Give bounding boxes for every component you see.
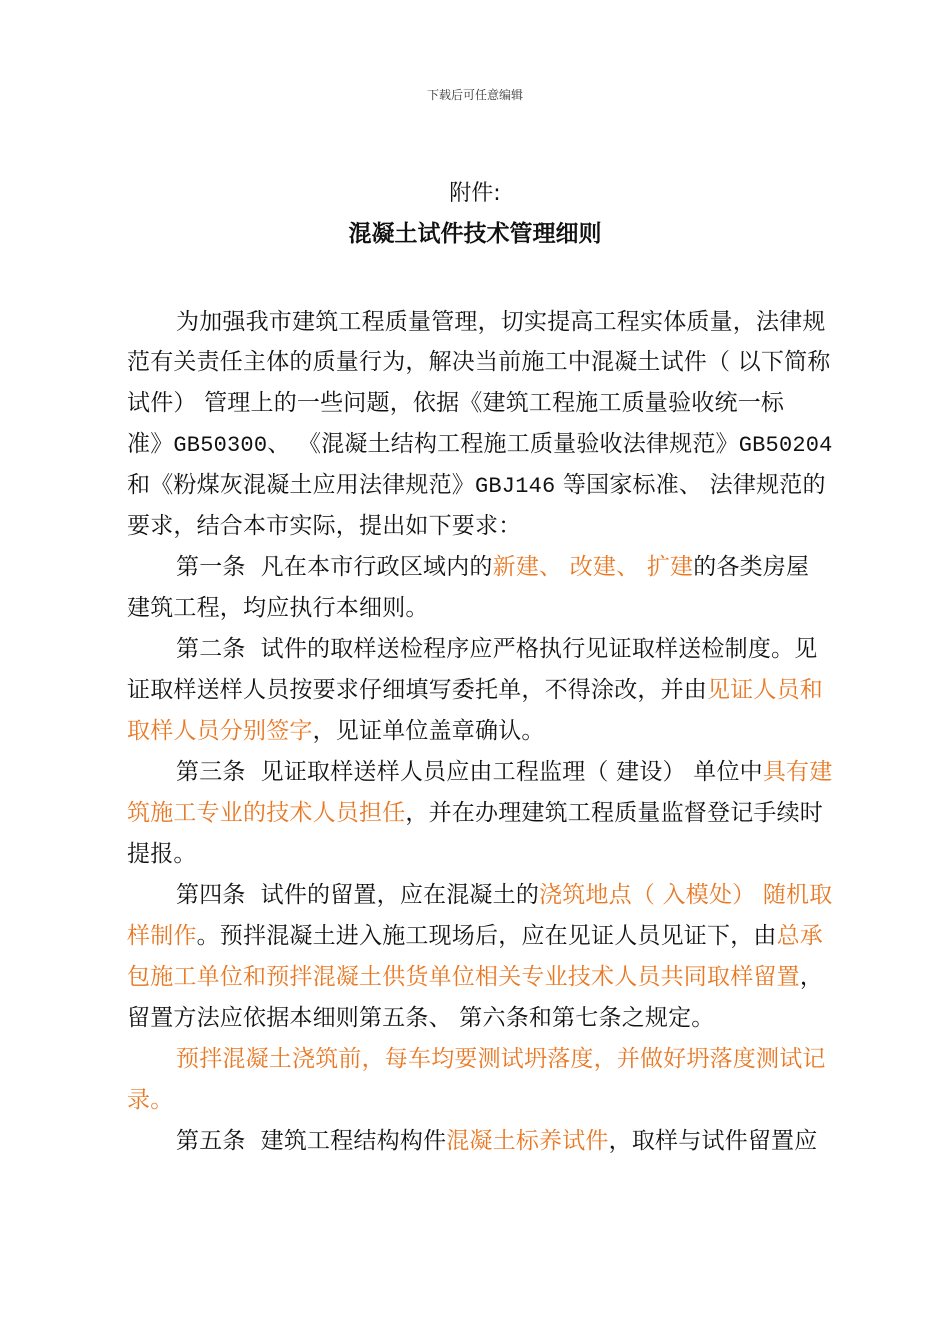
highlighted-text: 样制作 <box>127 923 197 949</box>
body-text-segment: 为加强我市建筑工程质量管理，切实提高工程实体质量，法律规 <box>176 309 826 335</box>
body-text-segment: 范有关责任主体的质量行为，解决当前施工中混凝土试件（ 以下简称 <box>127 349 831 375</box>
body-line <box>127 429 833 461</box>
body-text-segment: 和《粉煤灰混凝土应用法律规范》 <box>127 472 475 498</box>
body-line <box>127 593 429 623</box>
body-text-segment: 第四条 试件的留置，应在混凝土的 <box>176 882 540 908</box>
body-line <box>127 921 823 951</box>
document-title: 混凝土试件技术管理细则 <box>348 221 602 247</box>
body-line <box>127 347 831 377</box>
highlighted-text: 录。 <box>127 1087 174 1113</box>
body-line <box>176 1044 826 1074</box>
body-text-segment: 的各类房屋 <box>693 554 810 580</box>
highlighted-text: 取样人员分别签字 <box>127 718 313 744</box>
body-line <box>127 716 545 746</box>
body-text-segment: 证取样送样人员按要求仔细填写委托单，不得涂改，并由 <box>127 677 707 703</box>
body-line <box>127 511 521 541</box>
body-line <box>176 1126 817 1156</box>
body-text-segment: ，取样与试件留置应 <box>608 1128 818 1154</box>
highlighted-text: 包施工单位和预拌混凝土供货单位相关专业技术人员共同取样留置 <box>127 964 800 990</box>
page-header-note: 下载后可任意编辑 <box>426 88 523 102</box>
highlighted-text: 具有建 <box>762 759 833 785</box>
body-text-segment: 。预拌混凝土进入施工现场后，应在见证人员见证下，由 <box>196 923 777 949</box>
body-text-segment: GBJ146 <box>475 474 556 499</box>
highlighted-text: 浇筑地点（ 入模处） 随机取 <box>539 882 833 908</box>
body-text-segment: 试件） 管理上的一些问题，依据《建筑工程施工质量验收统一标 <box>127 390 785 416</box>
body-line <box>127 470 826 502</box>
body-line <box>127 675 823 705</box>
body-line <box>127 1003 715 1033</box>
body-text-segment: 、 《混凝土结构工程施工质量验收法律规范》 <box>267 431 739 457</box>
body-text-segment: 第五条 建筑工程结构构件 <box>176 1128 447 1154</box>
body-line <box>127 388 784 418</box>
highlighted-text: 筑施工专业的技术人员担任 <box>127 800 406 826</box>
body-line <box>176 880 832 910</box>
body-line <box>176 634 817 664</box>
body-line <box>176 552 809 582</box>
body-text-segment: 第三条 见证取样送样人员应由工程监理（ 建设） 单位中 <box>176 759 763 785</box>
body-text-segment: 准》 <box>127 431 174 457</box>
body-text-segment: ，见证单位盖章确认。 <box>312 718 545 744</box>
highlighted-text: 预拌混凝土浇筑前，每车均要测试坍落度，并做好坍落度测试记 <box>176 1046 826 1072</box>
body-text-segment: GB50204 <box>738 433 833 458</box>
body-line <box>176 307 826 337</box>
body-line <box>127 839 197 869</box>
body-line <box>176 757 832 787</box>
body-text-segment: GB50300 <box>173 433 268 458</box>
highlighted-text: 新建、 改建、 扩建 <box>492 554 694 580</box>
body-text-segment: 要求，结合本市实际，提出如下要求： <box>127 513 522 539</box>
attachment-label: 附件: <box>449 181 501 206</box>
body-text-segment: 留置方法应依据本细则第五条、 第六条和第七条之规定。 <box>127 1005 715 1031</box>
body-line <box>127 798 823 828</box>
highlighted-text: 混凝土标养试件 <box>446 1128 609 1154</box>
body-line <box>127 1085 173 1115</box>
body-text-segment: 第一条 凡在本市行政区域内的 <box>176 554 493 580</box>
body-text-segment: ，并在办理建筑工程质量监督登记手续时 <box>405 800 824 826</box>
body-text-segment: 第二条 试件的取样送检程序应严格执行见证取样送检制度。见 <box>176 636 818 662</box>
highlighted-text: 见证人员和 <box>707 677 823 703</box>
body-text-segment: 等国家标准、 法律规范的 <box>555 472 826 498</box>
highlighted-text: 总承 <box>776 923 824 949</box>
body-text-segment: 建筑工程，均应执行本细则。 <box>127 595 429 621</box>
body-line <box>127 962 823 992</box>
body-text-segment: 提报。 <box>127 841 197 867</box>
body-text-segment: ， <box>799 964 824 990</box>
